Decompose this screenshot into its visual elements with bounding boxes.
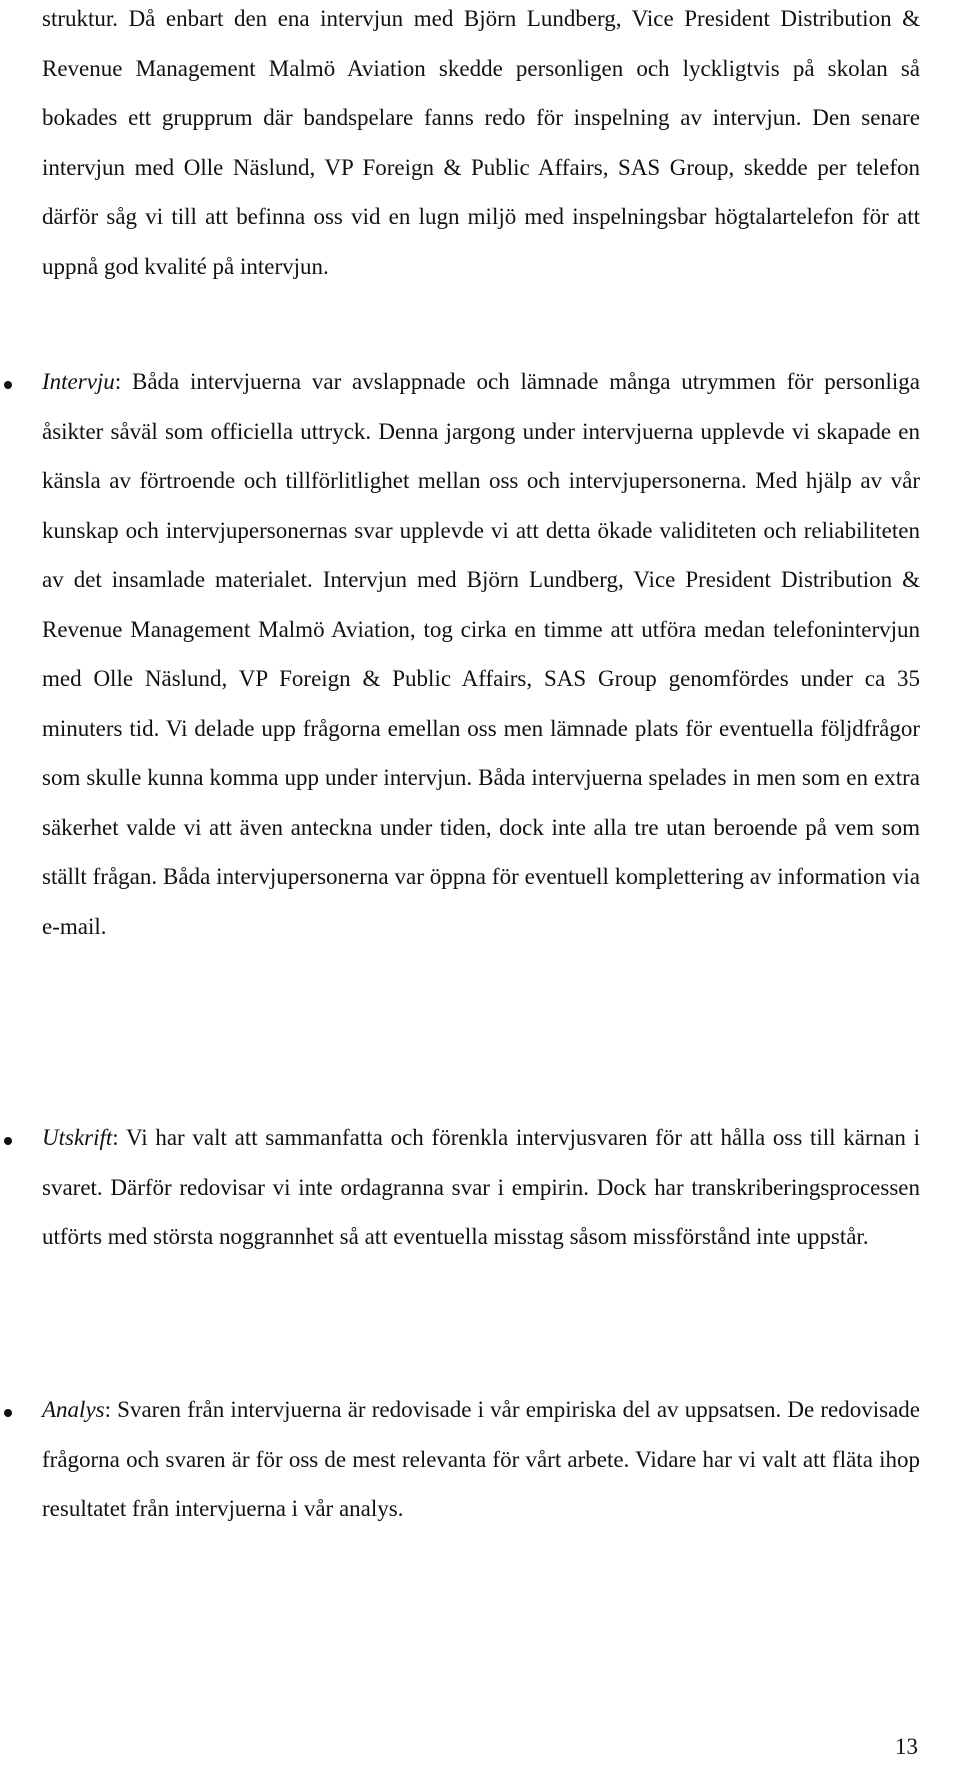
page-number: 13 <box>895 1734 918 1759</box>
bullet-term: Utskrift <box>42 1125 113 1150</box>
bullet-body: : Båda intervjuerna var avslappnade och lämnade många utrymmen för personliga åsikter såväl som officiella uttryck. Denna jargong under intervjuerna upplevde vi skapade en känsla av förtroende och tillförlitlighet mellan oss och intervjupersonerna. Med hjälp av vår kunskap och intervjupersonernas svar upplevde vi att detta ökade validiteten och reliabiliteten av det insamlade materialet. Intervjun med Björn Lundberg, Vice President Distribution & Revenue Management Malmö Aviation, tog cirka en timme att utföra medan telefonintervjun med Olle Näslund, VP Foreign & Public Affairs, SAS Group genomfördes under ca 35 minuters tid. Vi delade upp frågorna emellan oss men lämnade plats för eventuella följdfrågor som skulle kunna komma upp under intervjun. Båda intervjuerna spelades in men som en extra säkerhet valde vi att även anteckna under tiden, dock inte alla tre utan beroende på vem som ställt frågan. Båda intervjupersonerna var öppna för eventuell komplettering av information via e-mail. <box>42 369 920 939</box>
bullet-body: : Vi har valt att sammanfatta och förenkla intervjusvaren för att hålla oss till kärnan i svaret. Därför redovisar vi inte ordagranna svar i empirin. Dock har transkriberingsprocessen utförts med största noggrannhet så att eventuella misstag såsom missförstånd inte uppstår. <box>42 1125 920 1249</box>
bullet-body: : Svaren från intervjuerna är redovisade i vår empiriska del av uppsatsen. De redovisade frågorna och svaren är för oss de mest relevanta för vårt arbete. Vidare har vi valt att fläta ihop resultatet från intervjuerna i vår analys. <box>42 1397 920 1521</box>
bullet-text <box>42 357 920 951</box>
intro-paragraph: struktur. Då enbart den ena intervjun med Björn Lundberg, Vice President Distribution & Revenue Management Malmö Aviation skedde personligen och lyckligtvis på skolan så bokades ett grupprum där bandspelare fanns redo för inspelning av intervjun. Den senare intervjun med Olle Näslund, VP Foreign & Public Affairs, SAS Group, skedde per telefon därför såg vi till att befinna oss vid en lugn miljö med inspelningsbar högtalartelefon för att uppnå god kvalité på intervjun. <box>42 6 920 279</box>
bullet-text <box>42 1113 920 1262</box>
bullet-term: Intervju <box>42 369 115 394</box>
bullet-term: Analys <box>42 1397 105 1422</box>
bullet-dot-icon <box>4 381 12 389</box>
bullet-dot-icon <box>4 1137 12 1145</box>
bullet-text <box>42 1385 920 1534</box>
bullet-dot-icon <box>4 1409 12 1417</box>
